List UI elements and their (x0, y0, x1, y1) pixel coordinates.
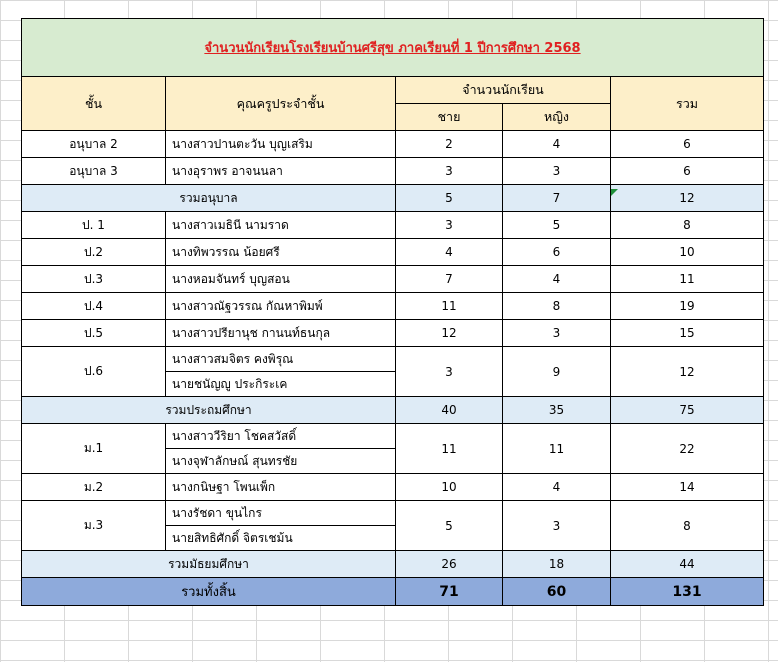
header-grade[interactable]: ชั้น (22, 77, 166, 131)
subtotal-label[interactable]: รวมอนุบาล (22, 185, 396, 212)
grade-cell[interactable]: ป.5 (22, 320, 166, 347)
male-cell[interactable]: 71 (396, 578, 503, 606)
teacher-cell[interactable]: นางทิพวรรณ น้อยศรี (166, 239, 396, 266)
total-cell[interactable]: 131 (611, 578, 764, 606)
teacher-cell[interactable]: นางสาวเมธินี นามราด (166, 212, 396, 239)
male-cell[interactable]: 10 (396, 474, 503, 501)
male-cell[interactable]: 4 (396, 239, 503, 266)
total-cell[interactable]: 8 (611, 212, 764, 239)
teacher-cell[interactable]: นางจุฬาลักษณ์ สุนทรชัย (166, 449, 396, 474)
total-cell[interactable]: 44 (611, 551, 764, 578)
teacher-cell[interactable]: นางกนิษฐา โพนเพ็ก (166, 474, 396, 501)
female-cell[interactable]: 18 (503, 551, 611, 578)
male-cell[interactable]: 12 (396, 320, 503, 347)
grade-cell[interactable]: ป.3 (22, 266, 166, 293)
teacher-cell[interactable]: นายสิทธิศักดิ์ จิตรเชม้น (166, 526, 396, 551)
subtotal-label[interactable]: รวมประถมศึกษา (22, 397, 396, 424)
female-cell[interactable]: 35 (503, 397, 611, 424)
grade-cell[interactable]: อนุบาล 2 (22, 131, 166, 158)
grand-total-label[interactable]: รวมทั้งสิ้น (22, 578, 396, 606)
total-cell[interactable]: 6 (611, 131, 764, 158)
table-row (22, 347, 764, 372)
title-cell[interactable] (22, 19, 764, 77)
grade-cell[interactable]: ม.1 (22, 424, 166, 474)
teacher-cell[interactable]: นางหอมจันทร์ บุญสอน (166, 266, 396, 293)
female-cell[interactable]: 60 (503, 578, 611, 606)
female-cell[interactable]: 4 (503, 131, 611, 158)
page-title: จำนวนนักเรียนโรงเรียนบ้านศรีสุข ภาคเรียนที่ 1 ปีการศึกษา 2568 (204, 41, 581, 56)
grade-cell[interactable]: ป.2 (22, 239, 166, 266)
male-cell[interactable]: 5 (396, 185, 503, 212)
total-cell[interactable]: 19 (611, 293, 764, 320)
male-cell[interactable]: 26 (396, 551, 503, 578)
female-cell[interactable]: 11 (503, 424, 611, 474)
table-row (22, 131, 764, 158)
male-cell[interactable]: 7 (396, 266, 503, 293)
header-male[interactable]: ชาย (396, 104, 503, 131)
teacher-cell[interactable]: นายชนัญญู ประกิระเค (166, 372, 396, 397)
total-cell[interactable]: 6 (611, 158, 764, 185)
total-cell[interactable]: 15 (611, 320, 764, 347)
total-cell[interactable]: 75 (611, 397, 764, 424)
male-cell[interactable]: 3 (396, 212, 503, 239)
total-cell[interactable]: 11 (611, 266, 764, 293)
table-row (22, 266, 764, 293)
table-row (22, 320, 764, 347)
total-cell[interactable]: 12 (611, 185, 764, 212)
table-row (22, 239, 764, 266)
male-cell[interactable]: 2 (396, 131, 503, 158)
table-row (22, 158, 764, 185)
teacher-cell[interactable]: นางรัชดา ขุนไกร (166, 501, 396, 526)
grade-cell[interactable]: ป. 1 (22, 212, 166, 239)
female-cell[interactable]: 8 (503, 293, 611, 320)
title-row (22, 19, 764, 77)
teacher-cell[interactable]: นางสาวสมจิตร คงพิรุณ (166, 347, 396, 372)
female-cell[interactable]: 4 (503, 266, 611, 293)
header-female[interactable]: หญิง (503, 104, 611, 131)
header-row (22, 77, 764, 104)
female-cell[interactable]: 3 (503, 501, 611, 551)
female-cell[interactable]: 4 (503, 474, 611, 501)
teacher-cell[interactable]: นางสาววีริยา โชคสวัสดิ์ (166, 424, 396, 449)
total-cell[interactable]: 8 (611, 501, 764, 551)
teacher-cell[interactable]: นางสาวปานตะวัน บุญเสริม (166, 131, 396, 158)
grade-cell[interactable]: อนุบาล 3 (22, 158, 166, 185)
grade-cell[interactable]: ม.3 (22, 501, 166, 551)
male-cell[interactable]: 40 (396, 397, 503, 424)
table-row (22, 424, 764, 449)
grade-cell[interactable]: ป.6 (22, 347, 166, 397)
total-cell[interactable]: 12 (611, 347, 764, 397)
subtotal-label[interactable]: รวมมัธยมศึกษา (22, 551, 396, 578)
female-cell[interactable]: 9 (503, 347, 611, 397)
table-row (22, 212, 764, 239)
female-cell[interactable]: 3 (503, 320, 611, 347)
table-row (22, 474, 764, 501)
teacher-cell[interactable]: นางสาวณัฐวรรณ กัณหาพิมพ์ (166, 293, 396, 320)
male-cell[interactable]: 11 (396, 424, 503, 474)
female-cell[interactable]: 3 (503, 158, 611, 185)
total-cell[interactable]: 22 (611, 424, 764, 474)
teacher-cell[interactable]: นางอุราพร อาจนนลา (166, 158, 396, 185)
subtotal-row-primary (22, 397, 764, 424)
teacher-cell[interactable]: นางสาวปรียานุช กานนท์ธนกุล (166, 320, 396, 347)
male-cell[interactable]: 11 (396, 293, 503, 320)
subtotal-row-kindergarten (22, 185, 764, 212)
header-teacher[interactable]: คุณครูประจำชั้น (166, 77, 396, 131)
grade-cell[interactable]: ม.2 (22, 474, 166, 501)
male-cell[interactable]: 5 (396, 501, 503, 551)
header-total[interactable]: รวม (611, 77, 764, 131)
female-cell[interactable]: 5 (503, 212, 611, 239)
male-cell[interactable]: 3 (396, 158, 503, 185)
female-cell[interactable]: 7 (503, 185, 611, 212)
grand-total-row (22, 578, 764, 606)
header-students[interactable]: จำนวนนักเรียน (396, 77, 611, 104)
total-cell[interactable]: 10 (611, 239, 764, 266)
male-cell[interactable]: 3 (396, 347, 503, 397)
table-row (22, 501, 764, 526)
subtotal-row-secondary (22, 551, 764, 578)
total-cell[interactable]: 14 (611, 474, 764, 501)
grade-cell[interactable]: ป.4 (22, 293, 166, 320)
comment-indicator-icon (611, 189, 618, 196)
student-count-table (21, 18, 764, 606)
table-row (22, 293, 764, 320)
female-cell[interactable]: 6 (503, 239, 611, 266)
